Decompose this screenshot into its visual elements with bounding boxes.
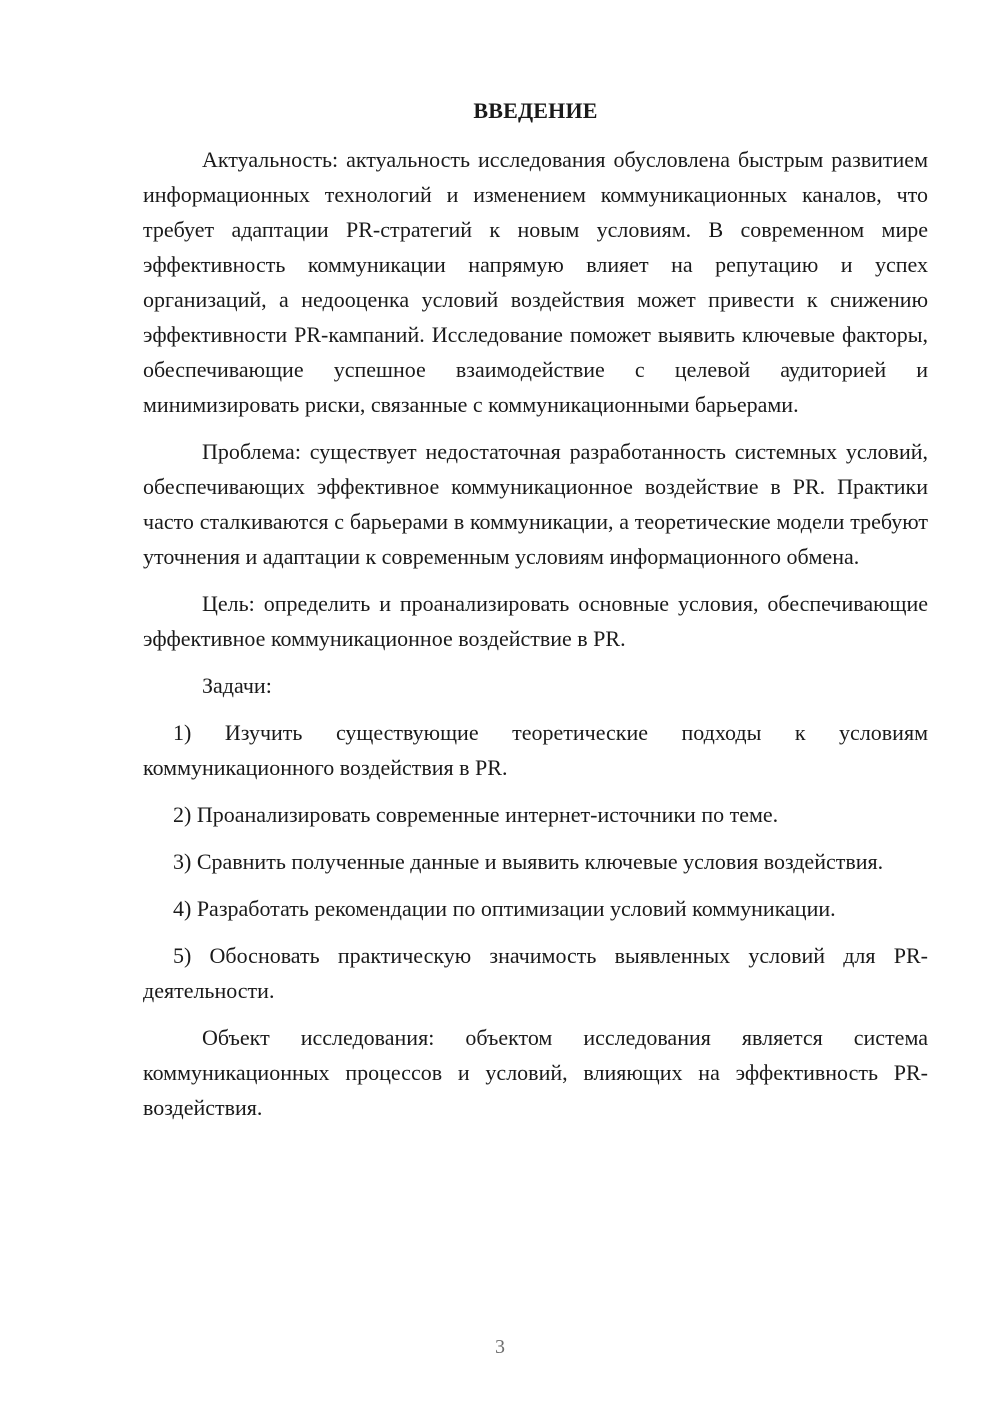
task-item-1: 1) Изучить существующие теоретические подходы к условиям коммуникационного воздействия в PR. xyxy=(143,720,928,780)
task-item-4: 4) Разработать рекомендации по оптимизации условий коммуникации. xyxy=(173,896,836,921)
task-item-3: 3) Сравнить полученные данные и выявить ключевые условия воздействия. xyxy=(173,849,884,874)
page-number: 3 xyxy=(495,1336,505,1358)
page-content xyxy=(143,96,928,1125)
task-item-2: 2) Проанализировать современные интернет-источники по теме. xyxy=(173,802,779,827)
tasks-label: Задачи: xyxy=(202,673,272,698)
object-paragraph: Объект исследования: объектом исследования является система коммуникационных процессов и условий, влияющих на эффективность PR-воздействия. xyxy=(143,1025,928,1120)
section-heading: ВВЕДЕНИЕ xyxy=(473,98,598,123)
task-item-5: 5) Обосновать практическую значимость выявленных условий для PR-деятельности. xyxy=(143,943,928,1003)
relevance-paragraph: Актуальность: актуальность исследования обусловлена быстрым развитием информационных технологий и изменением коммуникационных каналов, что требует адаптации PR-стратегий к новым условиям. В современном мире эффективность коммуникации напрямую влияет на репутацию и успех организаций, а недооценка условий воздействия может привести к снижению эффективности PR-кампаний. Исследование поможет выявить ключевые факторы, обеспечивающие успешное взаимодействие с целевой аудиторией и минимизировать риски, связанные с коммуникационными барьерами. xyxy=(143,147,928,417)
goal-paragraph: Цель: определить и проанализировать основные условия, обеспечивающие эффективное коммуникационное воздействие в PR. xyxy=(143,591,928,651)
problem-paragraph: Проблема: существует недостаточная разработанность системных условий, обеспечивающих эффективное коммуникационное воздействие в PR. Практики часто сталкиваются с барьерами в коммуникации, а теоретические модели требуют уточнения и адаптации к современным условиям информационного обмена. xyxy=(143,439,928,569)
